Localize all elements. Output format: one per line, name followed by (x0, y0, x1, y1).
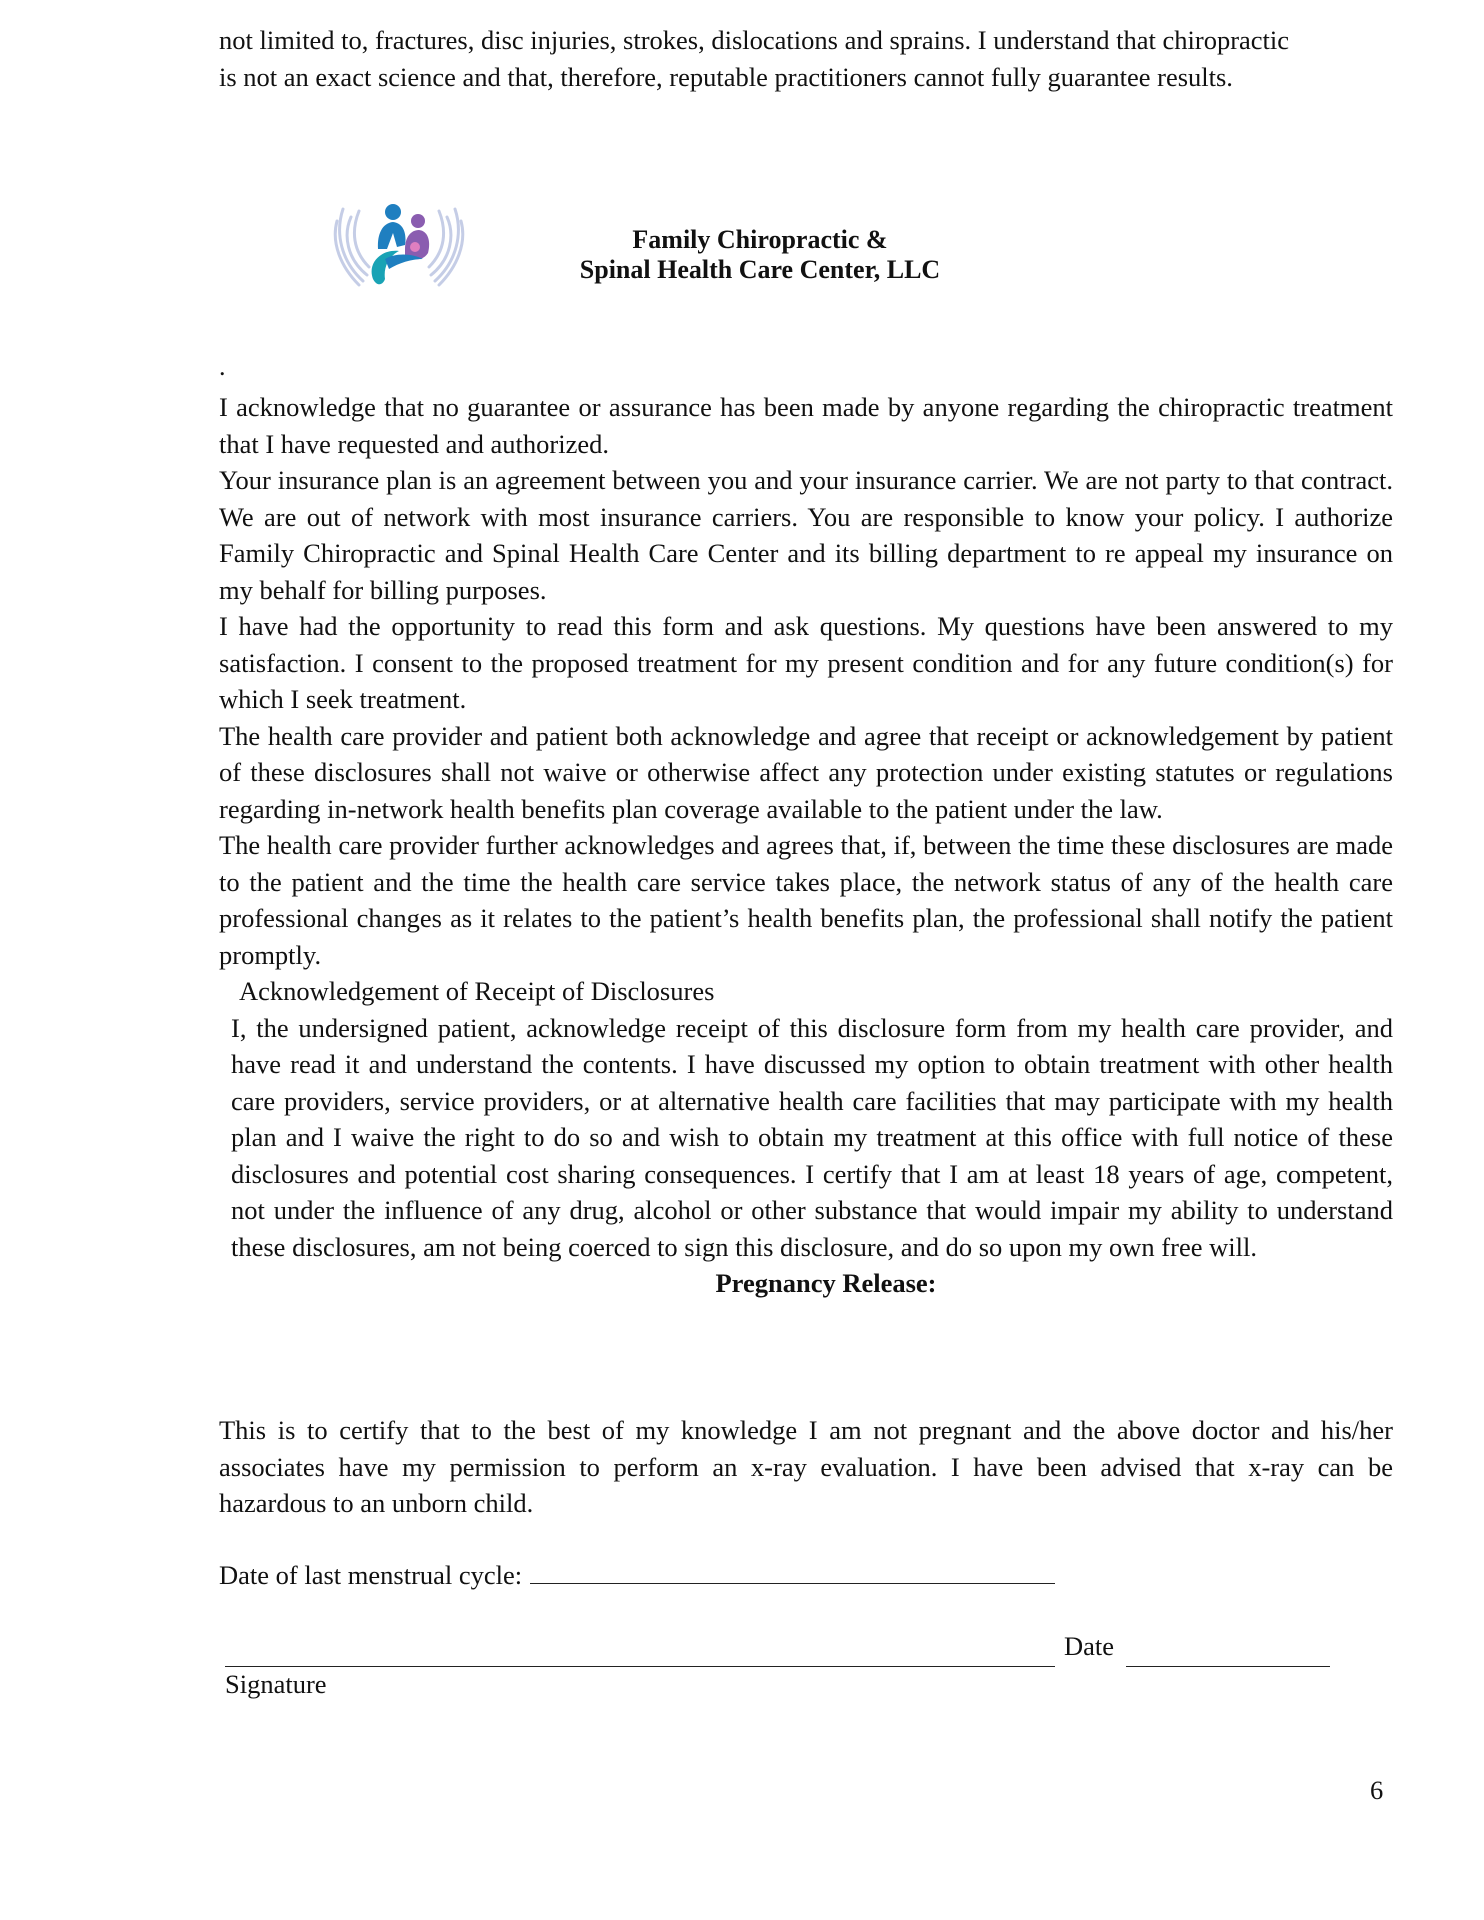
family-hands-logo (333, 187, 467, 295)
pregnancy-heading: Pregnancy Release: (715, 1268, 937, 1298)
lmp-field[interactable] (530, 1557, 1055, 1584)
practice-name (545, 225, 975, 285)
guarantee-paragraph: I acknowledge that no guarantee or assurance has been made by anyone regarding the chiropractic treatment that I have requested and authorized. (219, 392, 1393, 459)
disclosure-body (219, 389, 1393, 1302)
consent-paragraph: I have had the opportunity to read this form and ask questions. My questions have been answered to my satisfaction. I consent to the proposed treatment for my present condition and for any future condition(s) for which I seek treatment. (219, 611, 1393, 714)
network-protection-paragraph: The health care provider and patient both acknowledge and agree that receipt or acknowledgement by patient of these disclosures shall not waive or otherwise affect any protection under existing statutes or regulations regarding in-network health benefits plan coverage available to the patient under the law. (219, 720, 1393, 824)
page-number: 6 (1370, 1775, 1384, 1805)
lmp-row (219, 1557, 1055, 1593)
stray-dot: . (219, 352, 226, 381)
network-status-paragraph: The health care provider further acknowledges and agrees that, if, between the time these disclosures are made to the patient and the time the health care service takes place, the network status of any of the health care professional changes as it relates to the patient’s health benefits plan, the professional shall notify the patient promptly. (219, 830, 1393, 970)
signature-field[interactable] (225, 1630, 1055, 1667)
insurance-paragraph: Your insurance plan is an agreement between you and your insurance carrier. We are not party to that contract. We are out of network with most insurance carriers. You are responsible to know your policy. I authorize Family Chiropractic and Spinal Health Care Center and its billing department to re appeal my insurance on my behalf for billing purposes. (219, 465, 1393, 605)
continued-paragraph: not limited to, fractures, disc injuries, strokes, dislocations and sprains. I understand that chiropractic is not an exact science and that, therefore, reputable practitioners cannot fully guarantee results. (219, 25, 1290, 92)
pregnancy-section (219, 1412, 1393, 1522)
date-field[interactable] (1126, 1630, 1330, 1667)
lmp-label: Date of last menstrual cycle: (219, 1560, 523, 1590)
date-label: Date (1064, 1631, 1115, 1661)
practice-name-line2: Spinal Health Care Center, LLC (579, 255, 941, 284)
practice-name-line1: Family Chiropractic & (632, 225, 888, 254)
acknowledgement-paragraph: I, the undersigned patient, acknowledge receipt of this disclosure form from my health care provider, and have read it and understand the contents. I have discussed my option to obtain treatment with other health care providers, service providers, or at alternative health care facilities that may participate with my health plan and I waive the right to do so and wish to obtain my treatment at this office with full notice of these disclosures and potential cost sharing consequences. I certify that I am at least 18 years of age, competent, not under the influence of any drug, alcohol or other substance that would impair my ability to understand these disclosures, am not being coerced to sign this disclosure, and do so upon my own free will. (231, 1012, 1393, 1262)
acknowledgement-heading: Acknowledgement of Receipt of Disclosures (239, 976, 715, 1006)
signature-label: Signature (225, 1669, 327, 1699)
pregnancy-paragraph: This is to certify that to the best of my knowledge I am not pregnant and the above doctor and his/her associates have my permission to perform an x-ray evaluation. I have been advised that x-ray can be hazardous to an unborn child. (219, 1415, 1393, 1518)
